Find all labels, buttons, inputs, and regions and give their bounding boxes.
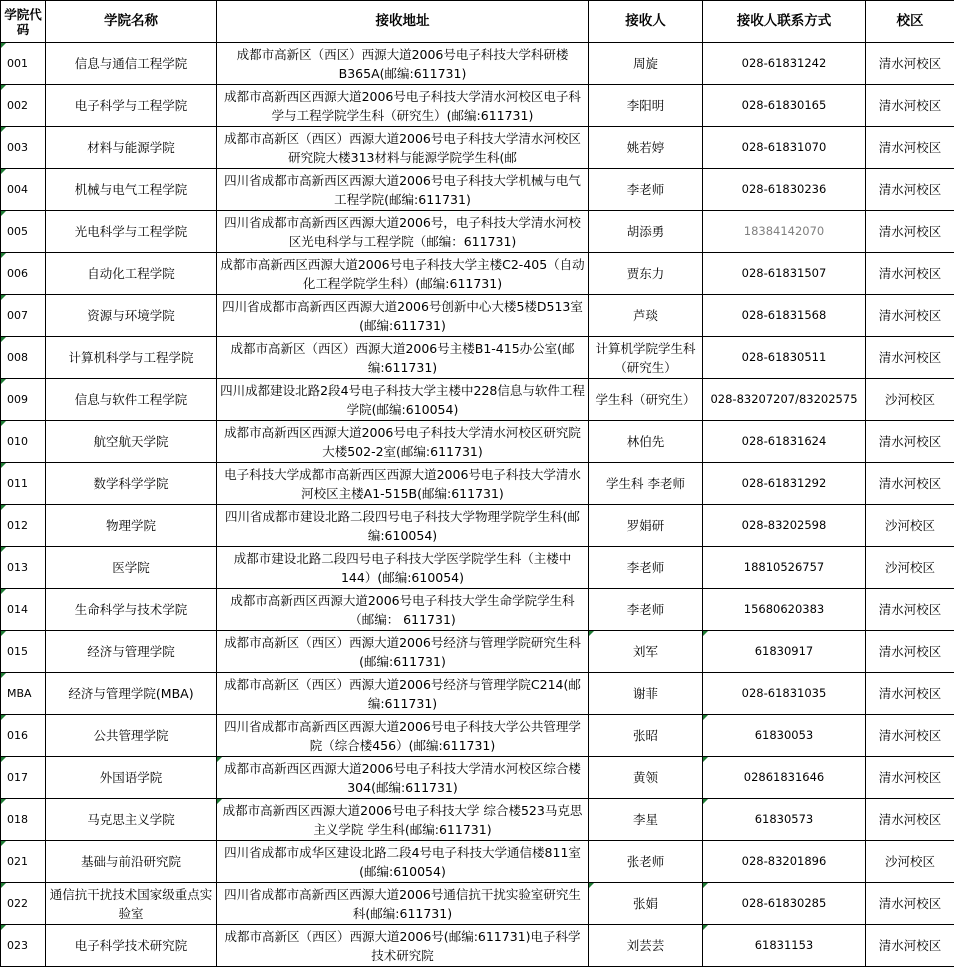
college-name-cell: 材料与能源学院 xyxy=(46,127,217,169)
receiver-cell: 芦琰 xyxy=(589,295,703,337)
contact-phone-cell: 028-61831242 xyxy=(703,43,866,85)
header-college-code: 学院代码 xyxy=(1,1,46,43)
address-cell: 成都市高新西区西源大道2006号电子科技大学清水河校区电子科学与工程学院学生科（研究生）(邮编:611731) xyxy=(217,85,589,127)
campus-cell: 沙河校区 xyxy=(866,505,954,547)
college-name-cell: 信息与通信工程学院 xyxy=(46,43,217,85)
address-cell: 成都市高新区（西区）西源大道2006号经济与管理学院C214(邮编:611731) xyxy=(217,673,589,715)
table-header-row xyxy=(1,1,954,43)
table-row xyxy=(1,925,954,967)
contact-phone-cell: 18810526757 xyxy=(703,547,866,589)
address-cell: 四川省成都市高新西区西源大道2006号电子科技大学公共管理学院（综合楼456）(邮编:611731) xyxy=(217,715,589,757)
receiver-cell: 李老师 xyxy=(589,589,703,631)
contact-phone-cell: 028-83202598 xyxy=(703,505,866,547)
college-code-cell: 013 xyxy=(1,547,46,589)
college-code-cell: 006 xyxy=(1,253,46,295)
contact-phone-cell: 028-61831507 xyxy=(703,253,866,295)
college-name-cell: 通信抗干扰技术国家级重点实验室 xyxy=(46,883,217,925)
receiver-cell: 姚若婷 xyxy=(589,127,703,169)
address-cell: 成都市建设北路二段四号电子科技大学医学院学生科（主楼中144）(邮编:610054) xyxy=(217,547,589,589)
college-code-cell: 007 xyxy=(1,295,46,337)
receiver-cell: 谢菲 xyxy=(589,673,703,715)
address-cell: 成都市高新西区西源大道2006号电子科技大学清水河校区研究院大楼502-2室(邮编:611731) xyxy=(217,421,589,463)
table-row xyxy=(1,841,954,883)
table-body xyxy=(1,43,954,967)
receiver-cell: 计算机学院学生科（研究生） xyxy=(589,337,703,379)
address-cell: 四川成都建设北路2段4号电子科技大学主楼中228信息与软件工程学院(邮编:610054) xyxy=(217,379,589,421)
campus-cell: 清水河校区 xyxy=(866,421,954,463)
contact-phone-cell: 18384142070 xyxy=(703,211,866,253)
college-code-cell: 010 xyxy=(1,421,46,463)
college-code-cell: 014 xyxy=(1,589,46,631)
table-row xyxy=(1,673,954,715)
contact-phone-cell: 028-61830285 xyxy=(703,883,866,925)
table-row xyxy=(1,715,954,757)
header-receiver: 接收人 xyxy=(589,1,703,43)
campus-cell: 清水河校区 xyxy=(866,631,954,673)
contact-phone-cell: 028-61831035 xyxy=(703,673,866,715)
campus-cell: 清水河校区 xyxy=(866,673,954,715)
college-name-cell: 公共管理学院 xyxy=(46,715,217,757)
campus-cell: 清水河校区 xyxy=(866,337,954,379)
receiver-cell: 林伯先 xyxy=(589,421,703,463)
college-name-cell: 生命科学与技术学院 xyxy=(46,589,217,631)
contact-phone-cell: 15680620383 xyxy=(703,589,866,631)
header-address: 接收地址 xyxy=(217,1,589,43)
campus-cell: 清水河校区 xyxy=(866,295,954,337)
college-name-cell: 马克思主义学院 xyxy=(46,799,217,841)
college-code-cell: 001 xyxy=(1,43,46,85)
receiver-cell: 张老师 xyxy=(589,841,703,883)
table-row xyxy=(1,631,954,673)
college-name-cell: 机械与电气工程学院 xyxy=(46,169,217,211)
receiver-cell: 贾东力 xyxy=(589,253,703,295)
college-name-cell: 基础与前沿研究院 xyxy=(46,841,217,883)
contact-phone-cell: 61831153 xyxy=(703,925,866,967)
college-code-cell: 015 xyxy=(1,631,46,673)
address-cell: 四川省成都市高新西区西源大道2006号通信抗干扰实验室研究生科(邮编:611731) xyxy=(217,883,589,925)
contact-phone-cell: 028-61831292 xyxy=(703,463,866,505)
receiver-cell: 罗娟研 xyxy=(589,505,703,547)
campus-cell: 清水河校区 xyxy=(866,169,954,211)
table-row xyxy=(1,589,954,631)
college-code-cell: 022 xyxy=(1,883,46,925)
table-row xyxy=(1,757,954,799)
contact-phone-cell: 02861831646 xyxy=(703,757,866,799)
table-row xyxy=(1,379,954,421)
address-cell: 成都市高新区（西区）西源大道2006号主楼B1-415办公室(邮编:611731) xyxy=(217,337,589,379)
address-cell: 电子科技大学成都市高新西区西源大道2006号电子科技大学清水河校区主楼A1-515B(邮编:611731) xyxy=(217,463,589,505)
college-code-cell: 008 xyxy=(1,337,46,379)
address-cell: 四川省成都市高新西区西源大道2006号，电子科技大学清水河校区光电科学与工程学院（邮编：611731) xyxy=(217,211,589,253)
table-row xyxy=(1,43,954,85)
address-cell: 成都市高新西区西源大道2006号电子科技大学清水河校区综合楼304(邮编:611731) xyxy=(217,757,589,799)
college-name-cell: 计算机科学与工程学院 xyxy=(46,337,217,379)
college-name-cell: 资源与环境学院 xyxy=(46,295,217,337)
contact-phone-cell: 61830573 xyxy=(703,799,866,841)
campus-cell: 清水河校区 xyxy=(866,925,954,967)
campus-cell: 清水河校区 xyxy=(866,85,954,127)
campus-cell: 清水河校区 xyxy=(866,715,954,757)
college-name-cell: 自动化工程学院 xyxy=(46,253,217,295)
address-cell: 成都市高新西区西源大道2006号电子科技大学 综合楼523马克思主义学院 学生科(邮编:611731) xyxy=(217,799,589,841)
receiver-cell: 张娟 xyxy=(589,883,703,925)
receiver-cell: 李星 xyxy=(589,799,703,841)
college-name-cell: 电子科学技术研究院 xyxy=(46,925,217,967)
table-row xyxy=(1,505,954,547)
table-row xyxy=(1,883,954,925)
address-cell: 成都市高新西区西源大道2006号电子科技大学主楼C2-405（自动化工程学院学生科）(邮编:611731) xyxy=(217,253,589,295)
table-row xyxy=(1,547,954,589)
header-contact: 接收人联系方式 xyxy=(703,1,866,43)
receiver-cell: 周旋 xyxy=(589,43,703,85)
college-code-cell: 004 xyxy=(1,169,46,211)
table-row xyxy=(1,463,954,505)
campus-cell: 沙河校区 xyxy=(866,547,954,589)
college-code-cell: 017 xyxy=(1,757,46,799)
college-name-cell: 电子科学与工程学院 xyxy=(46,85,217,127)
contact-phone-cell: 61830917 xyxy=(703,631,866,673)
header-college-name: 学院名称 xyxy=(46,1,217,43)
header-campus: 校区 xyxy=(866,1,954,43)
table-row xyxy=(1,799,954,841)
college-code-cell: 005 xyxy=(1,211,46,253)
college-code-cell: 011 xyxy=(1,463,46,505)
address-cell: 四川省成都市建设北路二段四号电子科技大学物理学院学生科(邮编:610054) xyxy=(217,505,589,547)
college-code-cell: 009 xyxy=(1,379,46,421)
college-name-cell: 物理学院 xyxy=(46,505,217,547)
contact-phone-cell: 028-61830236 xyxy=(703,169,866,211)
campus-cell: 清水河校区 xyxy=(866,43,954,85)
receiver-cell: 李老师 xyxy=(589,169,703,211)
contact-phone-cell: 028-83201896 xyxy=(703,841,866,883)
college-name-cell: 数学科学学院 xyxy=(46,463,217,505)
college-name-cell: 经济与管理学院 xyxy=(46,631,217,673)
address-cell: 成都市高新区（西区）西源大道2006号电子科技大学科研楼B365A(邮编:611731) xyxy=(217,43,589,85)
college-code-cell: 023 xyxy=(1,925,46,967)
contact-phone-cell: 028-61830511 xyxy=(703,337,866,379)
table-row xyxy=(1,421,954,463)
campus-cell: 清水河校区 xyxy=(866,799,954,841)
receiver-cell: 学生科（研究生） xyxy=(589,379,703,421)
contact-phone-cell: 028-61831070 xyxy=(703,127,866,169)
table-row xyxy=(1,253,954,295)
receiver-cell: 李老师 xyxy=(589,547,703,589)
contact-phone-cell: 028-61831624 xyxy=(703,421,866,463)
college-code-cell: 003 xyxy=(1,127,46,169)
receiver-cell: 学生科 李老师 xyxy=(589,463,703,505)
campus-cell: 沙河校区 xyxy=(866,379,954,421)
table-row xyxy=(1,85,954,127)
campus-cell: 清水河校区 xyxy=(866,589,954,631)
table-row xyxy=(1,211,954,253)
college-name-cell: 医学院 xyxy=(46,547,217,589)
college-code-cell: 021 xyxy=(1,841,46,883)
receiver-cell: 胡添勇 xyxy=(589,211,703,253)
address-cell: 四川省成都市高新西区西源大道2006号电子科技大学机械与电气工程学院(邮编:611731) xyxy=(217,169,589,211)
college-code-cell: 018 xyxy=(1,799,46,841)
contact-phone-cell: 028-61830165 xyxy=(703,85,866,127)
address-cell: 四川省成都市高新西区西源大道2006号创新中心大楼5楼D513室(邮编:611731) xyxy=(217,295,589,337)
address-cell: 成都市高新区（西区）西源大道2006号经济与管理学院研究生科(邮编:611731) xyxy=(217,631,589,673)
campus-cell: 清水河校区 xyxy=(866,883,954,925)
campus-cell: 清水河校区 xyxy=(866,757,954,799)
college-code-cell: 002 xyxy=(1,85,46,127)
table-row xyxy=(1,127,954,169)
college-code-cell: MBA xyxy=(1,673,46,715)
college-code-cell: 012 xyxy=(1,505,46,547)
campus-cell: 清水河校区 xyxy=(866,463,954,505)
receiver-cell: 张昭 xyxy=(589,715,703,757)
table-row xyxy=(1,337,954,379)
address-cell: 成都市高新西区西源大道2006号电子科技大学生命学院学生科（邮编： 611731) xyxy=(217,589,589,631)
address-cell: 四川省成都市成华区建设北路二段4号电子科技大学通信楼811室(邮编:610054) xyxy=(217,841,589,883)
address-cell: 成都市高新区（西区）西源大道2006号(邮编:611731)电子科学技术研究院 xyxy=(217,925,589,967)
college-code-cell: 016 xyxy=(1,715,46,757)
receiver-cell: 李阳明 xyxy=(589,85,703,127)
receiver-cell: 刘芸芸 xyxy=(589,925,703,967)
table-row xyxy=(1,169,954,211)
campus-cell: 清水河校区 xyxy=(866,127,954,169)
college-name-cell: 光电科学与工程学院 xyxy=(46,211,217,253)
college-name-cell: 外国语学院 xyxy=(46,757,217,799)
college-name-cell: 信息与软件工程学院 xyxy=(46,379,217,421)
campus-cell: 清水河校区 xyxy=(866,211,954,253)
address-cell: 成都市高新区（西区）西源大道2006号电子科技大学清水河校区研究院大楼313材料与能源学院学生科(邮 xyxy=(217,127,589,169)
contact-phone-cell: 028-83207207/83202575 xyxy=(703,379,866,421)
college-name-cell: 经济与管理学院(MBA) xyxy=(46,673,217,715)
table-row xyxy=(1,295,954,337)
contact-phone-cell: 028-61831568 xyxy=(703,295,866,337)
college-name-cell: 航空航天学院 xyxy=(46,421,217,463)
receiver-cell: 刘军 xyxy=(589,631,703,673)
contact-phone-cell: 61830053 xyxy=(703,715,866,757)
receiver-cell: 黄领 xyxy=(589,757,703,799)
campus-cell: 清水河校区 xyxy=(866,253,954,295)
campus-cell: 沙河校区 xyxy=(866,841,954,883)
